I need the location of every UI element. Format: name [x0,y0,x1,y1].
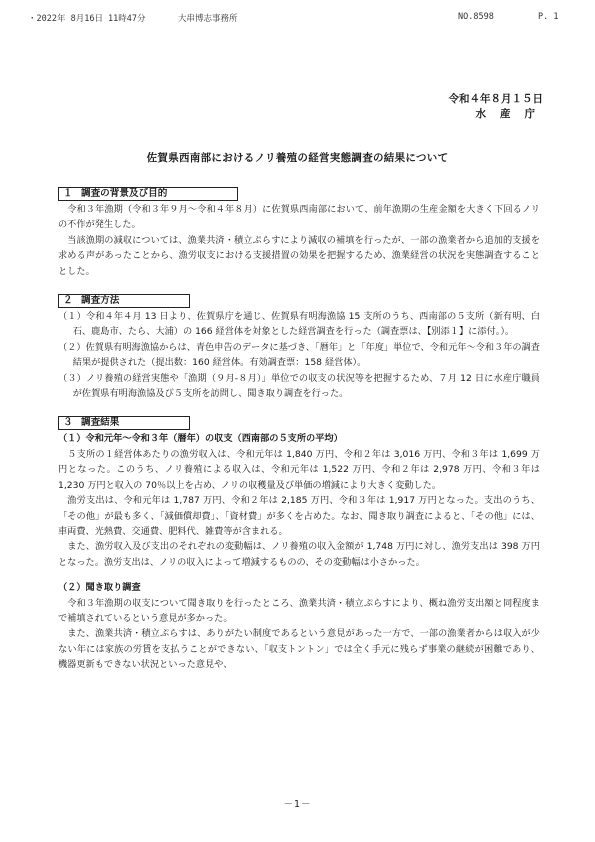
fax-datetime: ・2022年 8月16日 11時47分 [28,14,146,24]
section-heading-method [58,294,190,308]
fax-page: P. 1 [538,12,559,22]
section-heading-background [58,187,238,201]
document-title: 佐賀県西南部におけるノリ養殖の経営実態調査の結果について [146,152,449,164]
section-title: 調査の背景及び目的 [81,188,168,199]
page-number: －1－ [283,799,312,810]
paragraph: また、漁業共済・積立ぷらすは、ありがたい制度であるという意見があった一方で、一部の漁業者からは収入が少ない年には家族の労賃を支払うことができない、「収支トントン」では全く手元に残らず事業の継続が困難であり、機器更新もできない状況といった意見や、 [58,628,540,671]
fax-header [28,12,568,26]
paragraph: 令和３年漁期の収支について聞き取りを行ったところ、漁業共済・積立ぷらすにより、概ね漁労支出額と同程度まで補填されているという意見が多かった。 [58,597,540,624]
section-number: １ [63,188,73,199]
list-item: （２）佐賀県有明海漁協からは、青色申告のデータに基づき、「暦年」と「年度」単位で、令和元年～令和３年の調査結果が提供された（提出数：160 経営体。有効調査票：158 経営体）。 [58,341,540,369]
document-date: 令和４年８月１５日 [448,93,543,105]
subsection-heading: （２）聞き取り調査 [58,582,141,594]
document-body [58,186,540,673]
section-number: ３ [63,417,73,429]
fax-number: NO.8598 [458,12,494,22]
paragraph: ５支所の１経営体あたりの漁労収入は、令和元年は 1,840 万円、令和２年は 3,016 万円、令和３年は 1,699 万円となった。このうち、ノリ養殖による収入は、令和元年は 1,522 万円、令和２年は 2,978 万円、令和３年は 1,230 万円と収入の 70％以上を占め、ノリの収穫量及び単価の増減により大きく変動した。 [58,448,540,491]
section-title: 調査方法 [81,295,120,307]
section-title: 調査結果 [81,417,120,429]
paragraph: 当該漁期の減収については、漁業共済・積立ぷらすにより減収の補填を行ったが、一部の漁業者から追加的支援を求める声があったことから、漁労収支における支援措置の効果を把握するため、漁業経営の状況を実態調査することとした。 [58,234,540,277]
paragraph: 漁労支出は、令和元年は 1,787 万円、令和２年は 2,185 万円、令和３年は 1,917 万円となった。支出のうち、「その他」が最も多く、「減価償却費」、「資材費」が多くを占めた。なお、聞き取り調査によると、「その他」には、車両費、光熱費、交通費、肥料代、雑費等が含まれる。 [58,495,540,537]
list-item: （３）ノリ養殖の経営実態や「漁期（９月-８月）」単位での収支の状況等を把握するため、７月 12 日に水産庁職員が佐賀県有明海漁協及び５支所を訪問し、聞き取り調査を行った。 [58,372,540,400]
issuing-organization: 水産庁 [475,108,549,120]
subsection-heading: （１）令和元年～令和３年（暦年）の収支（西南部の５支所の平均） [58,433,343,445]
section-number: ２ [63,295,73,307]
date-block [448,92,549,122]
paragraph: 令和３年漁期（令和３年９月～令和４年８月）に佐賀県西南部において、前年漁期の生産金額を大きく下回るノリの不作が発生した。 [58,204,540,231]
paragraph: また、漁労収入及び支出のそれぞれの変動幅は、ノリ養殖の収入金額が 1,748 万円に対し、漁労支出は 398 万円となった。漁労支出は、ノリの収入によって増減するものの、その変動幅は小さかった。 [58,541,540,568]
fax-sender: 大串博志事務所 [178,14,238,24]
list-item: （１）令和４年４月 13 日より、佐賀県庁を通じ、佐賀県有明海漁協 15 支所のうち、西南部の５支所（新有明、白石、鹿島市、たら、大浦）の 166 経営体を対象とした経営調査を行った（調査票は、【別添１】に添付。）。 [58,311,540,338]
section-heading-results [58,416,190,430]
